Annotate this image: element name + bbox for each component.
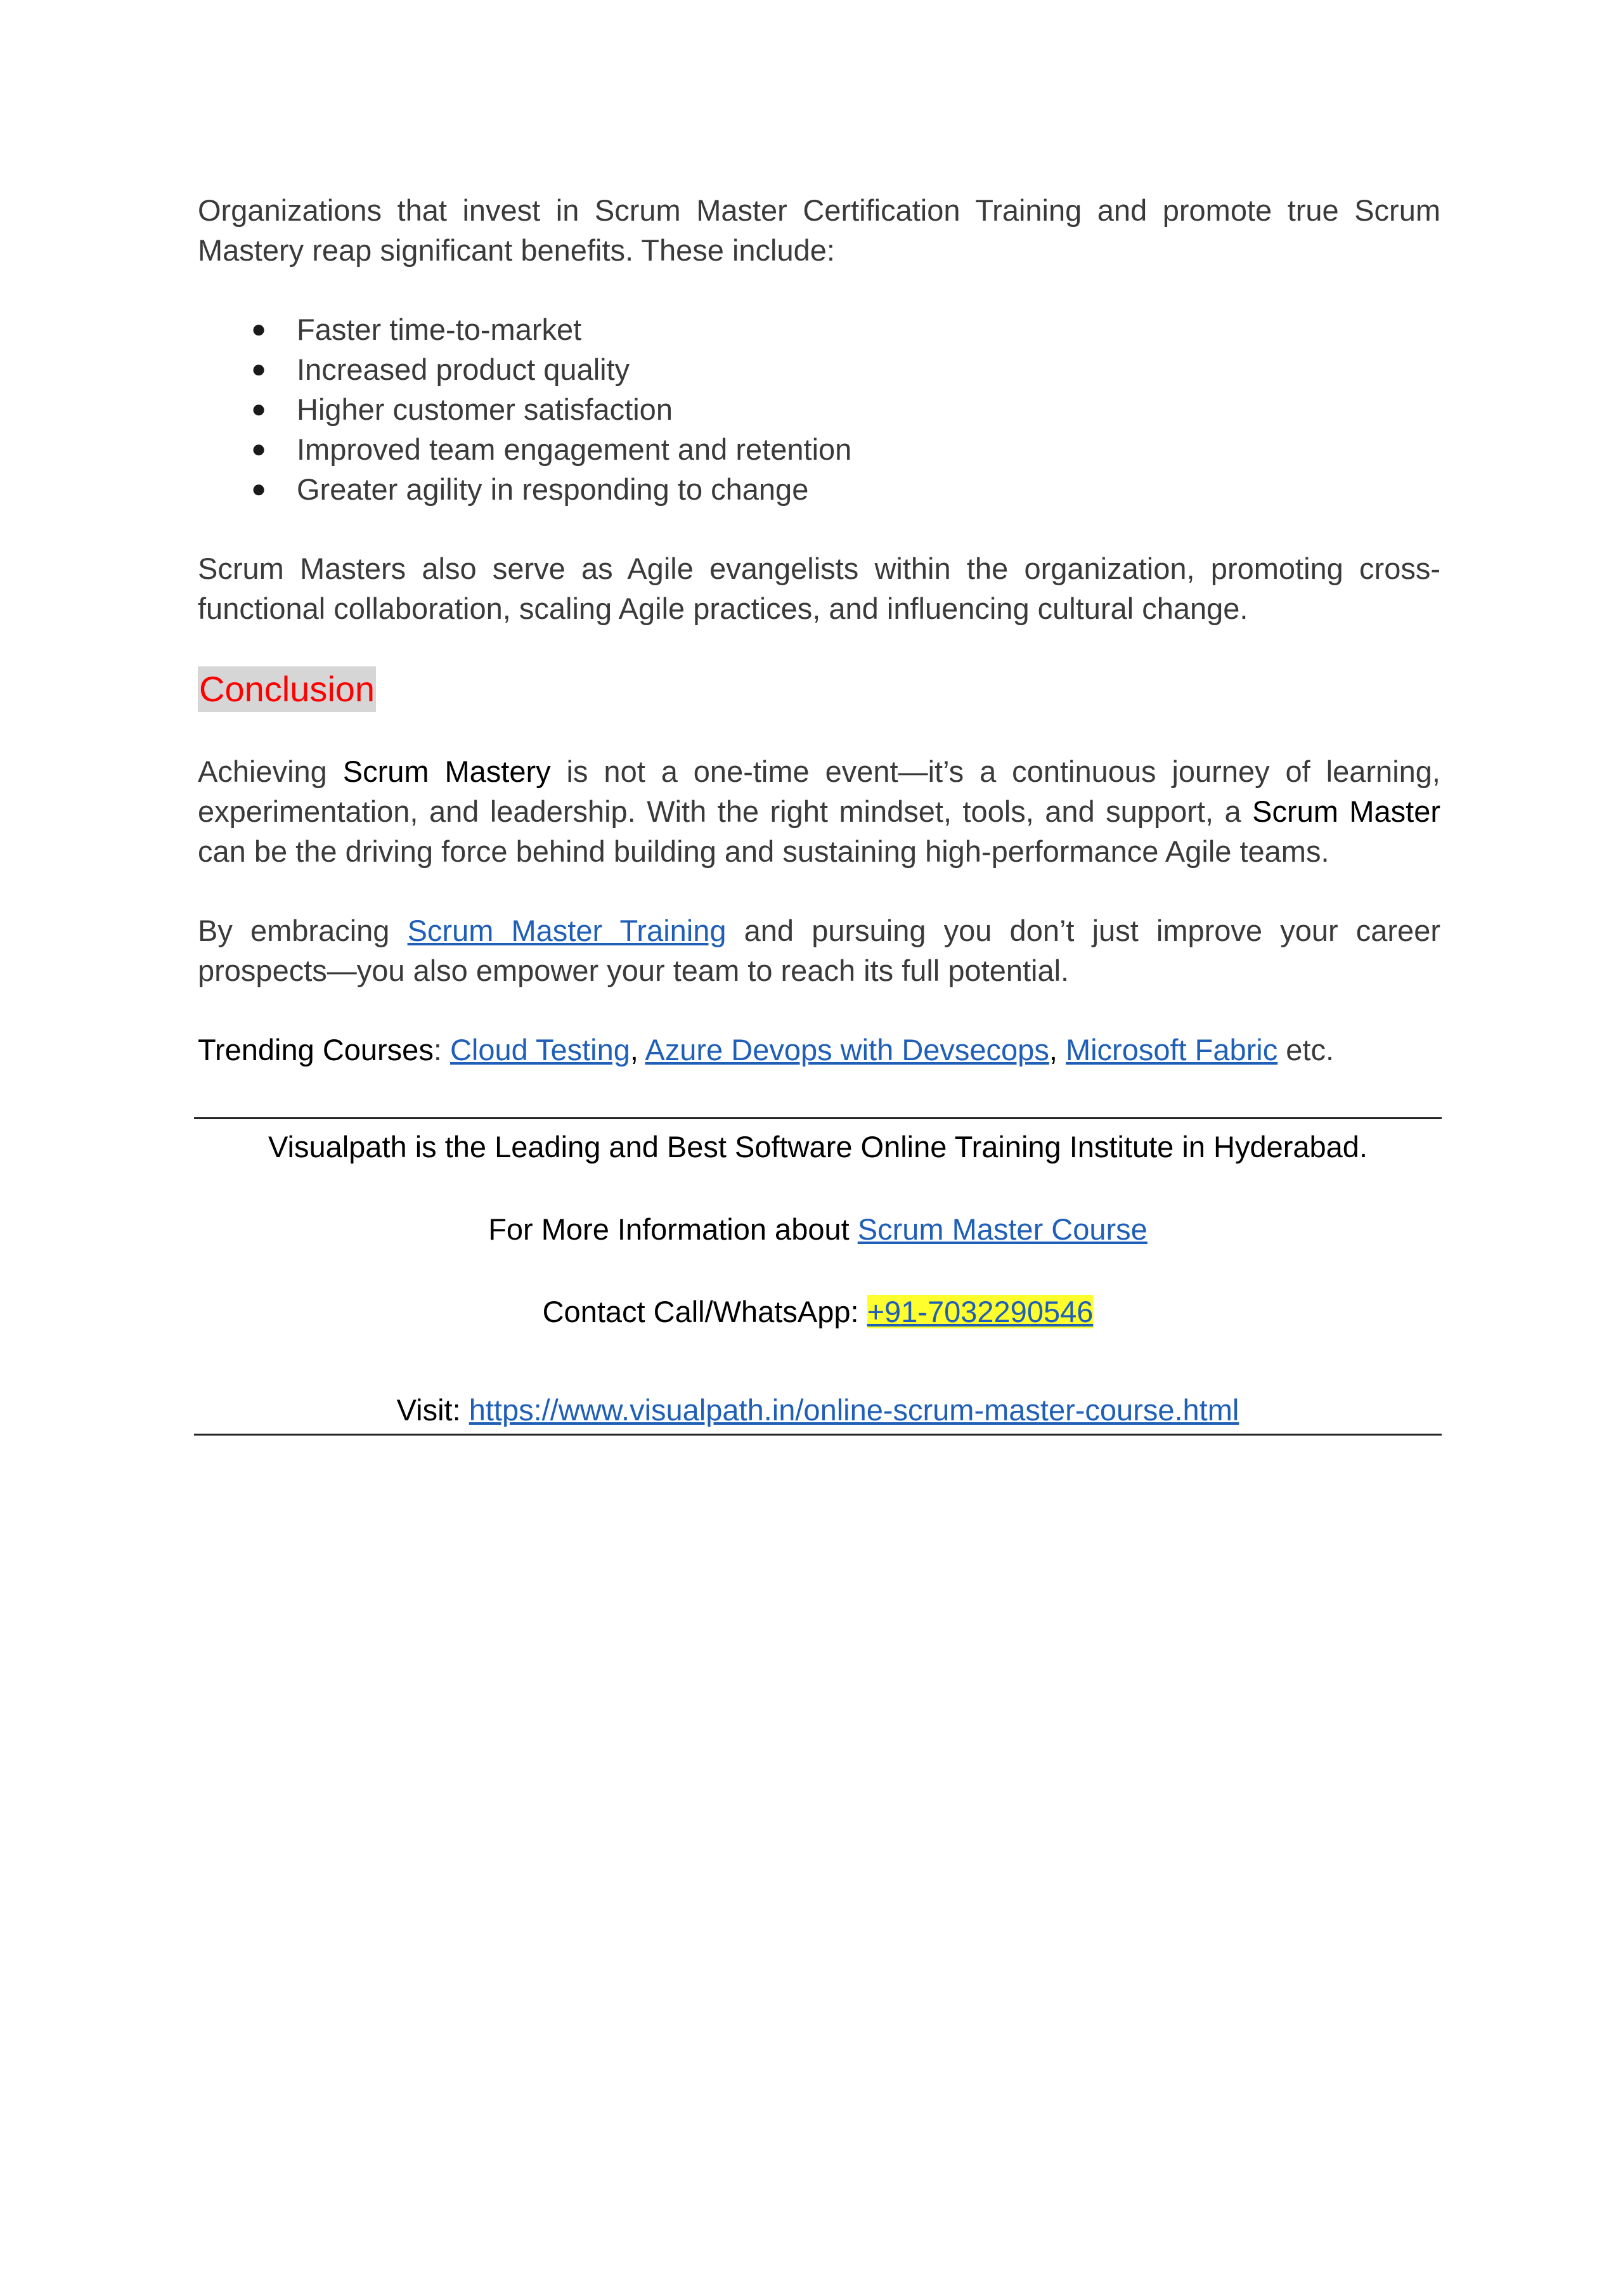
visit-line: Visit: https://www.visualpath.in/online-scrum-master-course.html [396, 1393, 1239, 1427]
document-body [198, 190, 1440, 1070]
bullet-icon: ● [251, 475, 267, 503]
list-item: ● Faster time-to-market [198, 309, 1440, 349]
list-item: ● Higher customer satisfaction [198, 389, 1440, 429]
bullet-icon: ● [251, 395, 267, 423]
scrum-master-emphasis: Scrum Master [1252, 795, 1440, 828]
website-url-link[interactable]: https://www.visualpath.in/online-scrum-master-course.html [469, 1393, 1239, 1427]
tagline: Visualpath is the Leading and Best Software Online Training Institute in Hyderabad. [268, 1130, 1368, 1164]
bullet-icon: ● [251, 315, 267, 343]
azure-devops-link[interactable]: Azure Devops with Devsecops [645, 1033, 1049, 1067]
benefits-list [198, 309, 1440, 509]
list-item: ● Greater agility in responding to change [198, 469, 1440, 509]
intro-paragraph: Organizations that invest in Scrum Master Certification Training and promote true Scrum Mastery reap significant benefits. These include: [198, 193, 1440, 267]
scrum-mastery-emphasis: Scrum Mastery [342, 755, 551, 788]
scrum-master-training-link[interactable]: Scrum Master Training [407, 914, 727, 947]
embracing-paragraph: By embracing Scrum Master Training and pursuing you don’t just improve your career prospects—you also empower your team to reach its full potential. [198, 914, 1440, 987]
contact-line: Contact Call/WhatsApp: +91-7032290546 [542, 1295, 1094, 1328]
contact-footer-block [194, 1117, 1442, 1436]
microsoft-fabric-link[interactable]: Microsoft Fabric [1065, 1033, 1278, 1067]
trending-courses-label: Trending Courses [198, 1033, 434, 1067]
conclusion-paragraph: Achieving Scrum Mastery is not a one-time event—it’s a continuous journey of learning, experimentation, and leadership. With the right mindset, tools, and support, a Scrum Master can be the driving force behind building and sustaining high-performance Agile teams. [198, 755, 1440, 868]
cloud-testing-link[interactable]: Cloud Testing [449, 1033, 630, 1067]
more-info-line: For More Information about Scrum Master Course [488, 1212, 1148, 1246]
bullet-icon: ● [251, 435, 267, 463]
conclusion-heading-wrap [198, 666, 1440, 713]
bullet-icon: ● [251, 355, 267, 383]
scrum-master-course-link[interactable]: Scrum Master Course [857, 1212, 1148, 1246]
evangelists-paragraph: Scrum Masters also serve as Agile evangelists within the organization, promoting cross-functional collaboration, scaling Agile practices, and influencing cultural change. [198, 552, 1440, 625]
phone-link[interactable]: +91-7032290546 [867, 1295, 1094, 1328]
trending-courses-line: Trending Courses: Cloud Testing, Azure Devops with Devsecops, Microsoft Fabric etc. [198, 1033, 1335, 1067]
list-item: ● Improved team engagement and retention [198, 429, 1440, 469]
conclusion-heading: Conclusion [198, 666, 376, 712]
list-item: ● Increased product quality [198, 349, 1440, 389]
